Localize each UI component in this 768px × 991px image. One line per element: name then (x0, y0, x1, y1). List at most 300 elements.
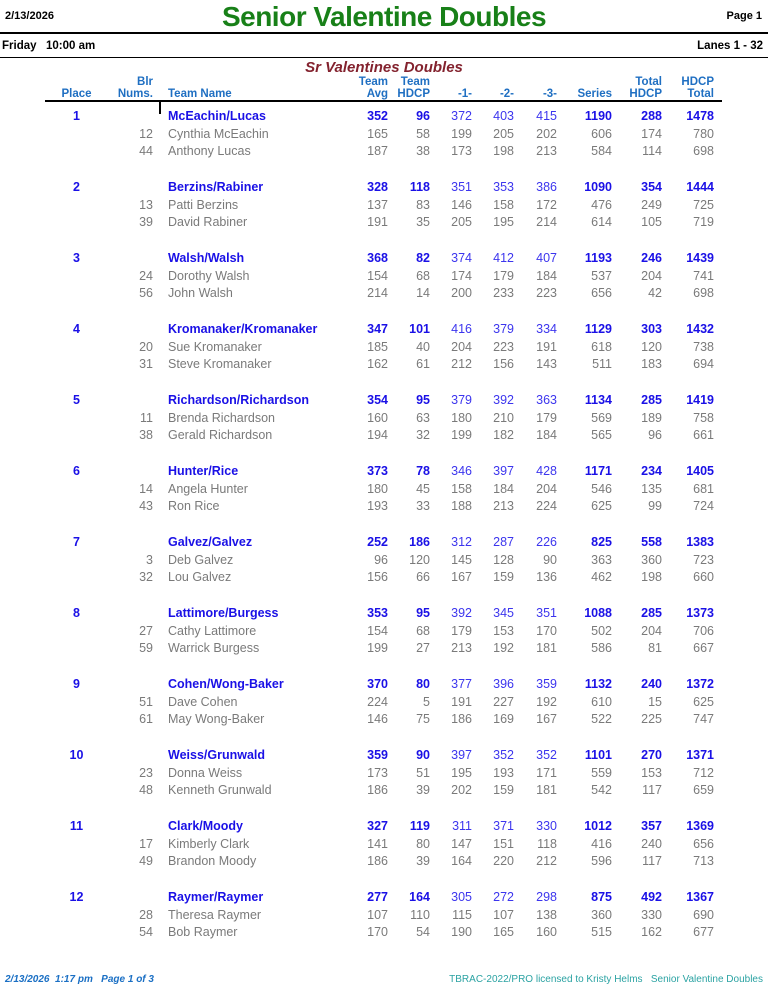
player-game1: 167 (451, 570, 472, 584)
team-game1: 392 (451, 606, 472, 620)
team-hdcp-total: 1478 (686, 109, 714, 123)
team-place: 12 (69, 890, 84, 904)
player-game2: 165 (493, 925, 514, 939)
team-name: Lattimore/Burgess (168, 606, 279, 620)
team-hdcp: 186 (409, 535, 430, 549)
player-game1: 205 (451, 215, 472, 229)
team-total-hdcp: 285 (641, 606, 662, 620)
player-total-hdcp: 96 (648, 428, 662, 442)
player-series: 656 (591, 286, 612, 300)
team-total-hdcp: 270 (641, 748, 662, 762)
team-hdcp-total: 1439 (686, 251, 714, 265)
player-series: 537 (591, 268, 612, 283)
team-total-hdcp: 240 (641, 677, 662, 691)
team-series: 1190 (584, 109, 612, 123)
team-series: 1134 (584, 393, 612, 407)
player-hdcp: 27 (416, 641, 430, 655)
player-game3: 191 (536, 339, 557, 354)
player-num: 20 (139, 339, 153, 354)
player-game2: 159 (493, 570, 514, 584)
player-hdcp-total: 780 (693, 126, 714, 141)
player-total-hdcp: 183 (641, 357, 662, 371)
player-total-hdcp: 105 (641, 215, 662, 229)
col-header-series: Series (577, 88, 612, 100)
player-avg: 173 (367, 765, 388, 780)
player-hdcp: 75 (416, 712, 430, 726)
player-game2: 220 (493, 854, 514, 868)
player-avg: 191 (367, 215, 388, 229)
player-game1: 145 (451, 552, 472, 567)
player-series: 610 (591, 694, 612, 709)
team-row (45, 392, 768, 410)
team-row (45, 889, 768, 907)
player-row (45, 339, 768, 357)
player-game2: 179 (493, 268, 514, 283)
player-hdcp-total: 723 (693, 552, 714, 567)
team-hdcp: 96 (416, 109, 430, 123)
player-game1: 180 (451, 410, 472, 425)
player-game2: 184 (493, 481, 514, 496)
player-name: Donna Weiss (168, 765, 243, 780)
player-game1: 190 (451, 925, 472, 939)
team-game3: 415 (536, 109, 557, 123)
player-series: 360 (591, 907, 612, 922)
team-name: Clark/Moody (168, 819, 244, 833)
player-hdcp-total: 625 (693, 694, 714, 709)
player-series: 542 (591, 783, 612, 797)
player-total-hdcp: 240 (641, 836, 662, 851)
player-row (45, 552, 768, 570)
player-hdcp: 5 (423, 694, 430, 709)
team-row (45, 463, 768, 481)
team-place: 5 (73, 393, 80, 407)
player-num: 51 (139, 694, 153, 709)
player-row (45, 569, 768, 587)
report-header (0, 0, 768, 34)
team-series: 825 (591, 535, 612, 549)
player-row (45, 143, 768, 161)
player-hdcp-total: 656 (693, 836, 714, 851)
team-game2: 345 (493, 606, 514, 620)
player-hdcp-total: 712 (693, 765, 714, 780)
team-game2: 412 (493, 251, 514, 265)
player-num: 3 (146, 552, 153, 567)
player-name: Dorothy Walsh (168, 268, 250, 283)
player-avg: 186 (367, 783, 388, 797)
player-series: 586 (591, 641, 612, 655)
team-series: 1193 (584, 251, 612, 265)
player-game2: 153 (493, 623, 514, 638)
team-hdcp: 95 (416, 606, 430, 620)
player-game3: 138 (536, 907, 557, 922)
player-game3: 192 (536, 694, 557, 709)
team-avg: 368 (367, 251, 388, 265)
player-avg: 162 (367, 357, 388, 371)
team-avg: 359 (367, 748, 388, 762)
team-hdcp-total: 1405 (686, 464, 714, 478)
session-time: 10:00 am (46, 40, 96, 52)
player-game3: 213 (536, 144, 557, 158)
team-name: Weiss/Grunwald (168, 748, 266, 762)
team-total-hdcp: 285 (641, 393, 662, 407)
team-game2: 397 (493, 464, 514, 478)
player-series: 416 (591, 836, 612, 851)
player-row (45, 640, 768, 658)
team-hdcp-total: 1444 (686, 180, 714, 194)
player-game2: 128 (493, 552, 514, 567)
player-game1: 199 (451, 428, 472, 442)
player-hdcp: 63 (416, 410, 430, 425)
team-series: 1101 (584, 748, 612, 762)
player-avg: 214 (367, 286, 388, 300)
team-avg: 354 (367, 393, 388, 407)
report-date: 2/13/2026 (5, 10, 54, 22)
player-game3: 90 (543, 552, 557, 567)
player-game2: 192 (493, 641, 514, 655)
player-game3: 224 (536, 499, 557, 513)
team-block (0, 889, 768, 942)
player-name: Brandon Moody (168, 854, 257, 868)
team-game2: 353 (493, 180, 514, 194)
player-num: 14 (139, 481, 153, 496)
player-game1: 115 (452, 907, 472, 922)
player-hdcp: 54 (416, 925, 430, 939)
team-row (45, 605, 768, 623)
player-series: 618 (591, 339, 612, 354)
player-game2: 151 (493, 836, 514, 851)
player-hdcp-total: 698 (693, 286, 714, 300)
player-game3: 167 (536, 712, 557, 726)
team-name: Raymer/Raymer (168, 890, 264, 904)
player-game3: 184 (536, 428, 557, 442)
team-game1: 377 (451, 677, 472, 691)
team-block (0, 676, 768, 729)
player-avg: 193 (367, 499, 388, 513)
player-hdcp: 83 (416, 197, 430, 212)
player-name: Warrick Burgess (168, 641, 260, 655)
player-series: 502 (591, 623, 612, 638)
player-total-hdcp: 204 (641, 268, 662, 283)
player-num: 48 (139, 783, 153, 797)
player-num: 13 (139, 197, 153, 212)
player-total-hdcp: 189 (641, 410, 662, 425)
team-series: 1090 (584, 180, 612, 194)
player-series: 614 (591, 215, 612, 229)
player-row (45, 907, 768, 925)
player-row (45, 782, 768, 800)
player-series: 546 (591, 481, 612, 496)
player-game3: 184 (536, 268, 557, 283)
team-block (0, 250, 768, 303)
team-total-hdcp: 246 (641, 251, 662, 265)
player-game1: 202 (451, 783, 472, 797)
team-hdcp: 78 (416, 464, 430, 478)
col-header-game3: -3- (542, 88, 557, 100)
player-game3: 214 (536, 215, 557, 229)
team-game2: 392 (493, 393, 514, 407)
team-game1: 397 (451, 748, 472, 762)
team-name: Richardson/Richardson (168, 393, 309, 407)
player-row (45, 711, 768, 729)
team-series: 1088 (584, 606, 612, 620)
player-game2: 210 (493, 410, 514, 425)
player-row (45, 126, 768, 144)
player-game2: 159 (493, 783, 514, 797)
team-series: 875 (591, 890, 612, 904)
player-hdcp: 38 (416, 144, 430, 158)
team-name: Berzins/Rabiner (168, 180, 264, 194)
player-hdcp: 45 (416, 481, 430, 496)
player-avg: 154 (367, 623, 388, 638)
team-place: 7 (73, 535, 80, 549)
player-row (45, 623, 768, 641)
team-block (0, 818, 768, 871)
team-place: 6 (73, 464, 80, 478)
player-hdcp: 35 (416, 215, 430, 229)
team-place: 11 (69, 819, 84, 833)
team-game3: 334 (536, 322, 557, 336)
col-header-team-hdcp: Team HDCP (397, 76, 430, 100)
team-place: 2 (73, 180, 80, 194)
player-num: 31 (139, 357, 153, 371)
team-hdcp: 82 (416, 251, 430, 265)
team-hdcp-total: 1369 (686, 819, 714, 833)
player-avg: 165 (367, 126, 388, 141)
player-row (45, 481, 768, 499)
team-game1: 374 (451, 251, 472, 265)
team-row (45, 179, 768, 197)
player-hdcp-total: 724 (693, 499, 714, 513)
team-game3: 386 (536, 180, 557, 194)
player-avg: 185 (367, 339, 388, 354)
team-name: Walsh/Walsh (168, 251, 245, 265)
team-game3: 407 (536, 251, 557, 265)
team-game1: 416 (451, 322, 472, 336)
col-header-team-name: Team Name (168, 88, 232, 100)
team-row (45, 108, 768, 126)
team-block (0, 463, 768, 516)
player-row (45, 694, 768, 712)
player-hdcp: 33 (416, 499, 430, 513)
team-hdcp-total: 1367 (686, 890, 714, 904)
player-game3: 118 (537, 836, 557, 851)
player-hdcp: 39 (416, 854, 430, 868)
player-avg: 224 (367, 694, 388, 709)
team-hdcp: 80 (416, 677, 430, 691)
team-total-hdcp: 354 (641, 180, 662, 194)
player-game2: 107 (493, 907, 514, 922)
player-game1: 191 (451, 694, 472, 709)
team-avg: 327 (367, 819, 388, 833)
player-num: 24 (139, 268, 153, 283)
player-total-hdcp: 174 (641, 126, 662, 141)
team-total-hdcp: 303 (641, 322, 662, 336)
player-row (45, 498, 768, 516)
team-place: 4 (73, 322, 80, 336)
player-hdcp-total: 719 (693, 215, 714, 229)
player-game3: 223 (536, 286, 557, 300)
team-name: Cohen/Wong-Baker (168, 677, 284, 691)
player-name: Gerald Richardson (168, 428, 273, 442)
player-avg: 146 (367, 712, 388, 726)
team-block (0, 179, 768, 232)
team-hdcp: 95 (416, 393, 430, 407)
team-avg: 373 (367, 464, 388, 478)
team-place: 8 (73, 606, 80, 620)
player-row (45, 285, 768, 303)
column-headers (45, 76, 722, 102)
team-series: 1171 (584, 464, 612, 478)
player-game1: 146 (451, 197, 472, 212)
player-series: 511 (592, 357, 612, 371)
player-hdcp-total: 690 (693, 907, 714, 922)
player-hdcp-total: 661 (693, 428, 714, 442)
team-game3: 226 (536, 535, 557, 549)
player-name: Kimberly Clark (168, 836, 250, 851)
column-divider-tick (159, 102, 161, 114)
player-game1: 173 (451, 144, 472, 158)
player-game3: 143 (536, 357, 557, 371)
team-game3: 428 (536, 464, 557, 478)
team-place: 3 (73, 251, 80, 265)
player-hdcp: 120 (409, 552, 430, 567)
player-name: Steve Kromanaker (168, 357, 272, 371)
player-game2: 213 (493, 499, 514, 513)
player-num: 17 (139, 836, 153, 851)
player-game1: 188 (451, 499, 472, 513)
player-hdcp-total: 667 (693, 641, 714, 655)
player-hdcp: 80 (416, 836, 430, 851)
team-row (45, 250, 768, 268)
player-game2: 169 (493, 712, 514, 726)
player-num: 49 (139, 854, 153, 868)
player-name: Cynthia McEachin (168, 126, 269, 141)
player-name: Lou Galvez (168, 570, 232, 584)
player-game2: 233 (493, 286, 514, 300)
player-game3: 204 (536, 481, 557, 496)
player-game2: 205 (493, 126, 514, 141)
team-row (45, 747, 768, 765)
player-game2: 182 (493, 428, 514, 442)
player-hdcp-total: 758 (693, 410, 714, 425)
player-series: 522 (591, 712, 612, 726)
player-name: John Walsh (168, 286, 233, 300)
team-hdcp: 164 (409, 890, 430, 904)
team-block (0, 534, 768, 587)
player-num: 28 (139, 907, 153, 922)
team-total-hdcp: 234 (641, 464, 662, 478)
team-game1: 346 (451, 464, 472, 478)
team-game1: 311 (452, 819, 472, 833)
team-game2: 272 (493, 890, 514, 904)
player-total-hdcp: 15 (648, 694, 662, 709)
player-name: Anthony Lucas (168, 144, 251, 158)
player-avg: 160 (367, 410, 388, 425)
team-hdcp: 101 (409, 322, 430, 336)
team-place: 9 (73, 677, 80, 691)
player-num: 11 (140, 410, 153, 425)
player-hdcp-total: 725 (693, 197, 714, 212)
team-game1: 372 (451, 109, 472, 123)
player-series: 515 (591, 925, 612, 939)
player-num: 59 (139, 641, 153, 655)
player-hdcp-total: 659 (693, 783, 714, 797)
col-header-total-hdcp: Total HDCP (629, 76, 662, 100)
team-avg: 347 (367, 322, 388, 336)
team-hdcp-total: 1419 (686, 393, 714, 407)
player-num: 39 (139, 215, 153, 229)
player-game2: 158 (493, 197, 514, 212)
player-total-hdcp: 42 (648, 286, 662, 300)
player-game1: 204 (451, 339, 472, 354)
player-hdcp: 40 (416, 339, 430, 354)
player-avg: 156 (367, 570, 388, 584)
player-num: 23 (139, 765, 153, 780)
player-game1: 174 (451, 268, 472, 283)
player-total-hdcp: 117 (642, 854, 662, 868)
team-game1: 305 (451, 890, 472, 904)
team-game3: 352 (536, 748, 557, 762)
player-total-hdcp: 249 (641, 197, 662, 212)
player-hdcp: 110 (410, 907, 430, 922)
player-hdcp-total: 738 (693, 339, 714, 354)
player-num: 54 (139, 925, 153, 939)
team-block (0, 747, 768, 800)
player-total-hdcp: 162 (641, 925, 662, 939)
player-name: Theresa Raymer (168, 907, 262, 922)
team-hdcp-total: 1372 (686, 677, 714, 691)
player-game1: 213 (451, 641, 472, 655)
player-series: 625 (591, 499, 612, 513)
team-total-hdcp: 357 (641, 819, 662, 833)
player-avg: 199 (367, 641, 388, 655)
player-series: 569 (591, 410, 612, 425)
page-title: Senior Valentine Doubles (221, 1, 547, 32)
player-game1: 199 (451, 126, 472, 141)
player-total-hdcp: 81 (648, 641, 662, 655)
player-game2: 195 (493, 215, 514, 229)
col-header-game1: -1- (457, 88, 472, 100)
team-game1: 379 (451, 393, 472, 407)
team-row (45, 676, 768, 694)
player-total-hdcp: 225 (641, 712, 662, 726)
team-game2: 379 (493, 322, 514, 336)
player-game2: 156 (493, 357, 514, 371)
team-total-hdcp: 492 (641, 890, 662, 904)
team-name: Hunter/Rice (168, 464, 239, 478)
player-game1: 147 (451, 836, 472, 851)
session-day: Friday (2, 40, 37, 52)
player-total-hdcp: 153 (641, 765, 662, 780)
team-hdcp-total: 1383 (686, 535, 714, 549)
report-footer (0, 974, 768, 988)
footer-license: TBRAC-2022/PRO licensed to Kristy Helms Senior Valentine Doubles (449, 974, 763, 985)
team-total-hdcp: 288 (641, 109, 662, 123)
player-name: May Wong-Baker (168, 712, 265, 726)
team-hdcp: 90 (416, 748, 430, 762)
player-series: 606 (591, 126, 612, 141)
player-series: 476 (591, 197, 612, 212)
player-hdcp-total: 741 (693, 268, 714, 283)
player-game3: 202 (536, 126, 557, 141)
player-game1: 186 (451, 712, 472, 726)
player-total-hdcp: 99 (648, 499, 662, 513)
player-series: 559 (591, 765, 612, 780)
player-name: Kenneth Grunwald (168, 783, 272, 797)
player-series: 363 (591, 552, 612, 567)
team-avg: 252 (367, 535, 388, 549)
player-total-hdcp: 198 (641, 570, 662, 584)
